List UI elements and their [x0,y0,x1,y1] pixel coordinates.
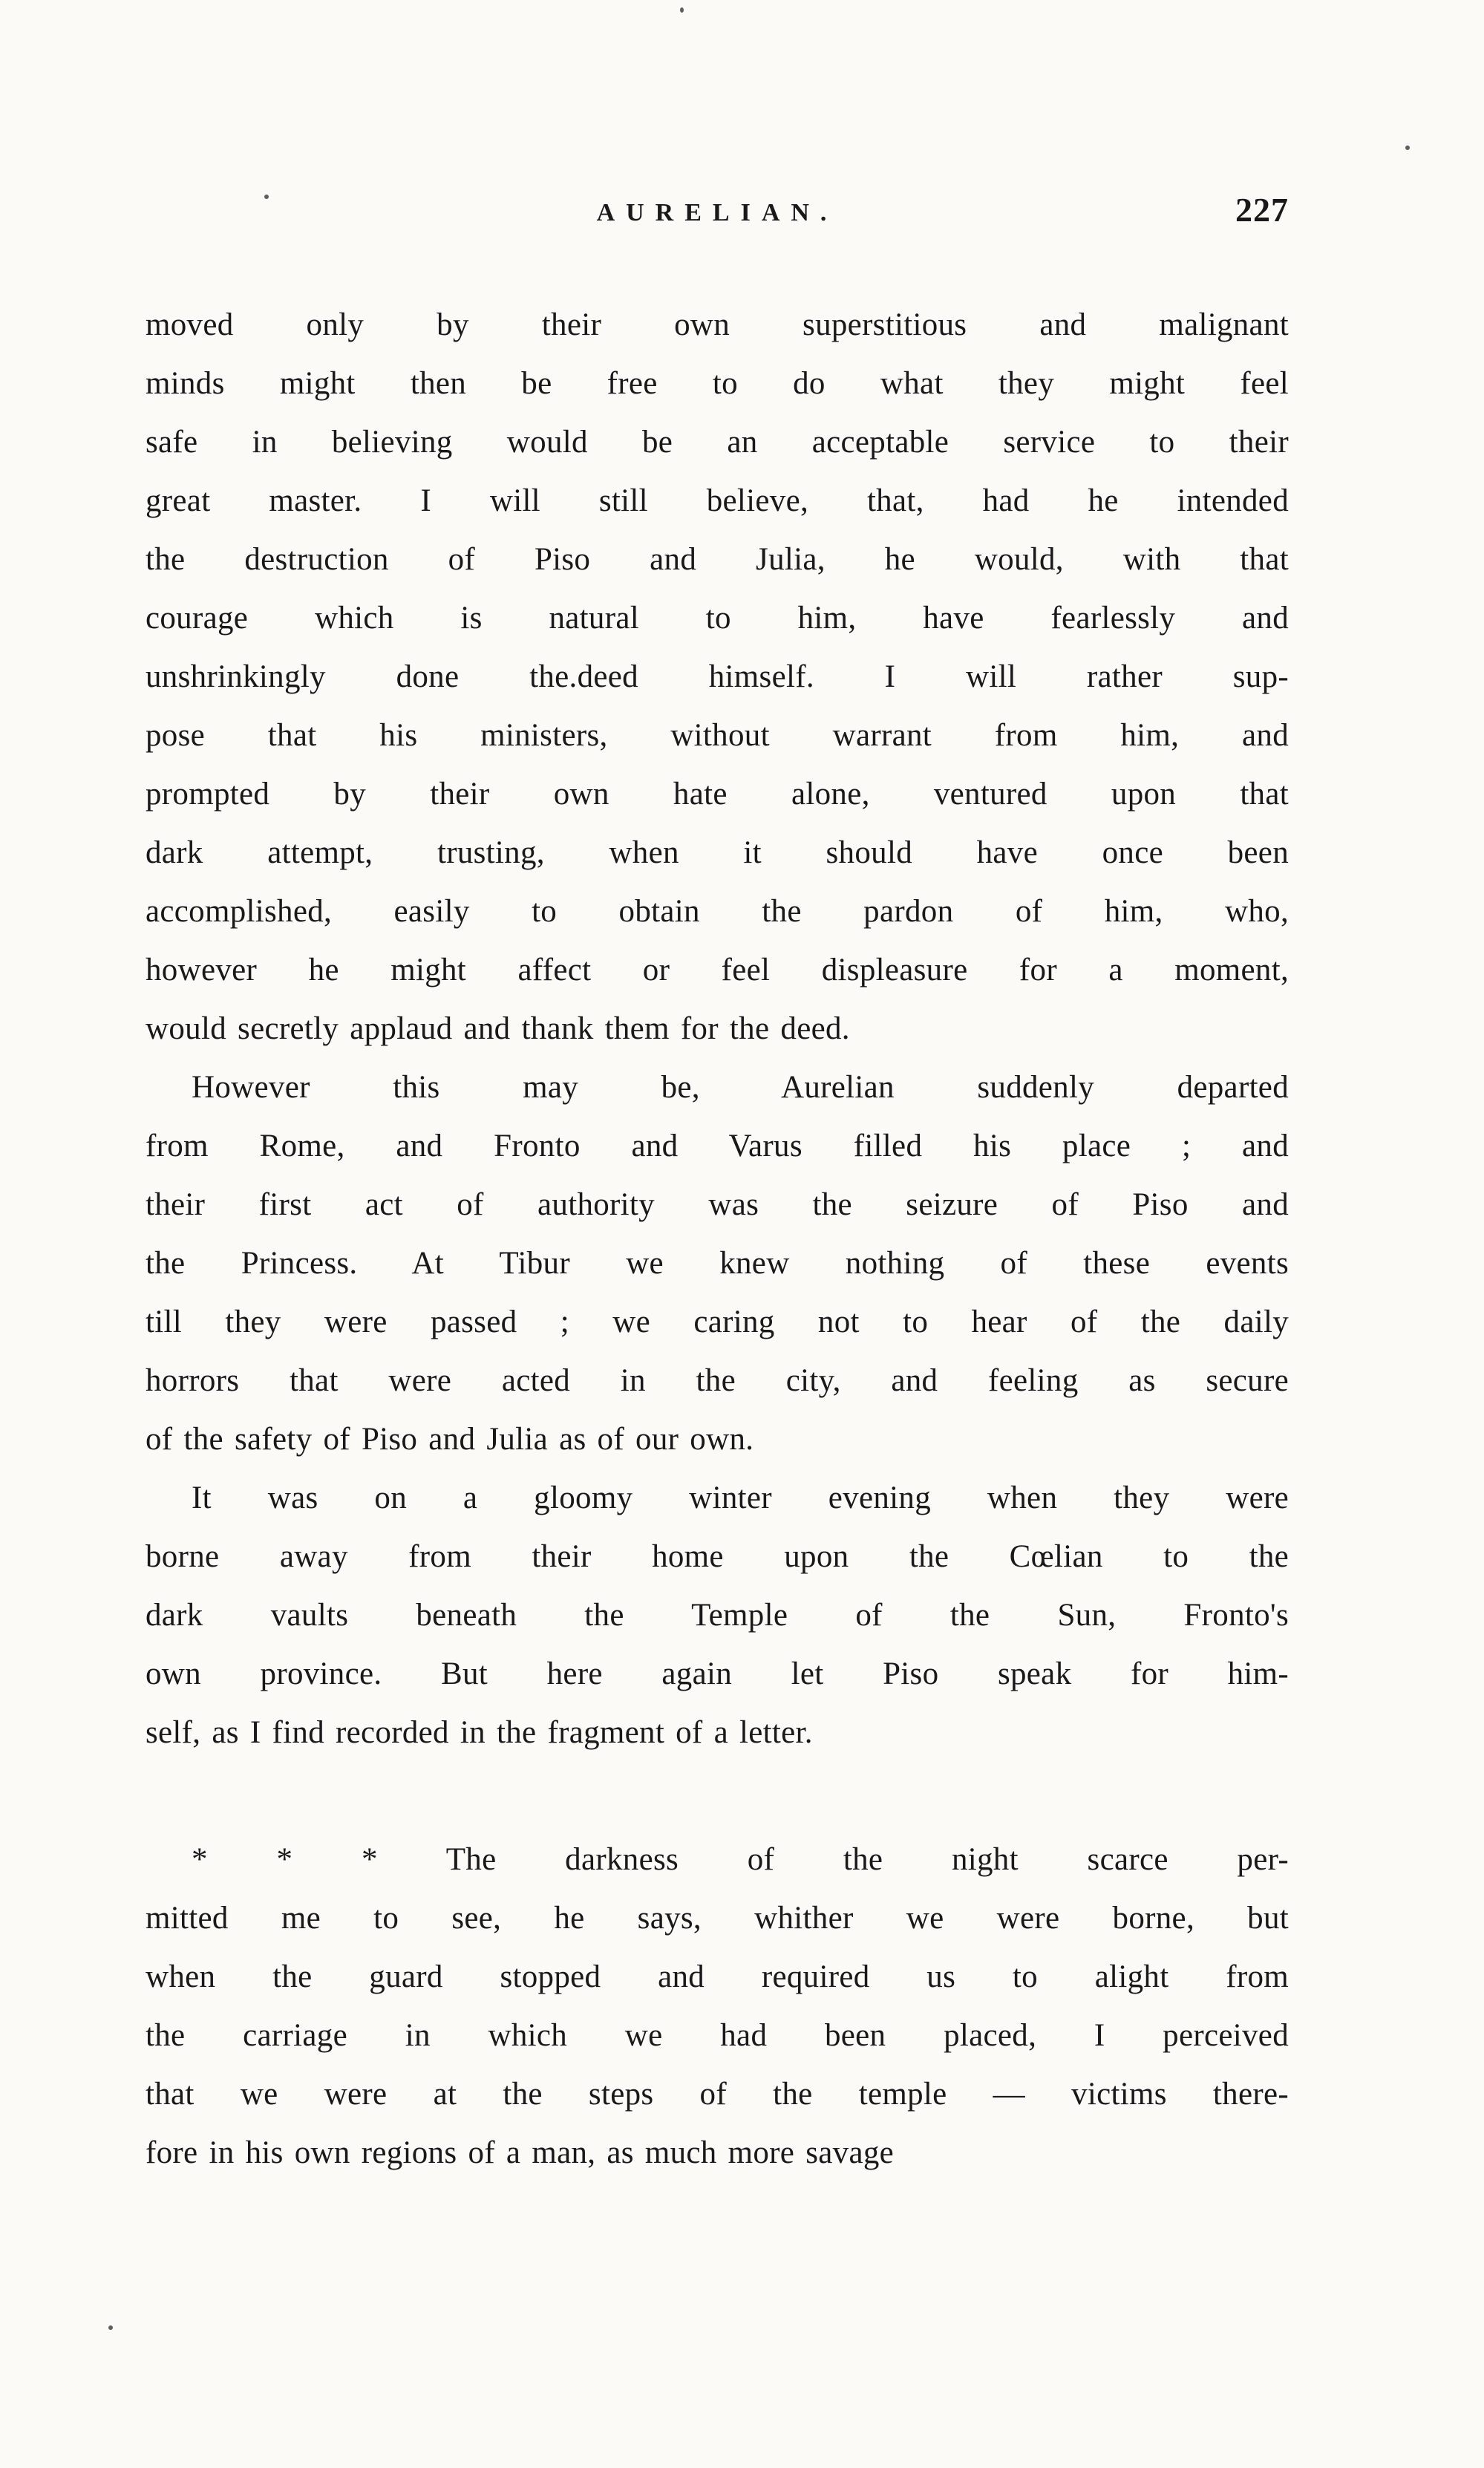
text-line: however he might affect or feel displeasure for a moment, [146,953,1289,987]
text-line: great master. I will still believe, that, had he intended [146,483,1289,518]
text-line: horrors that were acted in the city, and feeling as secure [146,1363,1289,1398]
text-line: minds might then be free to do what they might feel [146,366,1289,401]
text-line: safe in believing would be an acceptable service to their [146,425,1289,460]
text-line: the carriage in which we had been placed, I perceived [146,2018,1289,2053]
scan-speck [1405,146,1410,150]
text-line: prompted by their own hate alone, ventured upon that [146,777,1289,812]
text-line: from Rome, and Fronto and Varus filled his place ; and [146,1129,1289,1163]
running-title: AURELIAN. [596,199,838,226]
paragraph [146,1830,1289,2182]
page-number: 227 [1235,191,1289,229]
text-line: dark attempt, trusting, when it should have once been [146,835,1289,870]
scan-speck [108,2325,113,2330]
text-line: till they were passed ; we caring not to hear of the daily [146,1305,1289,1339]
scan-speck [264,195,269,199]
page-body [146,296,1289,2182]
text-line: pose that his ministers, without warrant from him, and [146,718,1289,753]
text-line: self, as I find recorded in the fragment of a letter. [146,1715,813,1750]
text-line: the destruction of Piso and Julia, he would, with that [146,542,1289,577]
text-line: borne away from their home upon the Cœlian to the [146,1539,1289,1574]
text-line: It was on a gloomy winter evening when they were [192,1481,1289,1515]
text-line: their first act of authority was the seizure of Piso and [146,1187,1289,1222]
text-line: courage which is natural to him, have fearlessly and [146,601,1289,636]
text-line: dark vaults beneath the Temple of the Sun, Fronto's [146,1598,1289,1633]
text-line: would secretly applaud and thank them for the deed. [146,1011,850,1046]
text-line: fore in his own regions of a man, as much more savage [146,2135,895,2170]
paragraph [146,1058,1289,1469]
text-line: of the safety of Piso and Julia as of our own. [146,1422,754,1457]
scan-speck [680,7,684,13]
text-line: when the guard stopped and required us to alight from [146,1959,1289,1994]
text-line: own province. But here again let Piso speak for him- [146,1656,1289,1691]
text-line: mitted me to see, he says, whither we were borne, but [146,1901,1289,1936]
text-line: moved only by their own superstitious and malignant [146,307,1289,342]
text-line: the Princess. At Tibur we knew nothing of these events [146,1246,1289,1281]
text-line: unshrinkingly done the.deed himself. I will rather sup- [146,659,1289,694]
text-line: * * * The darkness of the night scarce per- [192,1842,1289,1877]
paragraph [146,1469,1289,1762]
paragraph [146,296,1289,1058]
page-header [146,191,1289,239]
text-line: that we were at the steps of the temple — victims there- [146,2077,1289,2112]
text-line: accomplished, easily to obtain the pardon of him, who, [146,894,1289,929]
text-line: However this may be, Aurelian suddenly departed [192,1070,1289,1105]
